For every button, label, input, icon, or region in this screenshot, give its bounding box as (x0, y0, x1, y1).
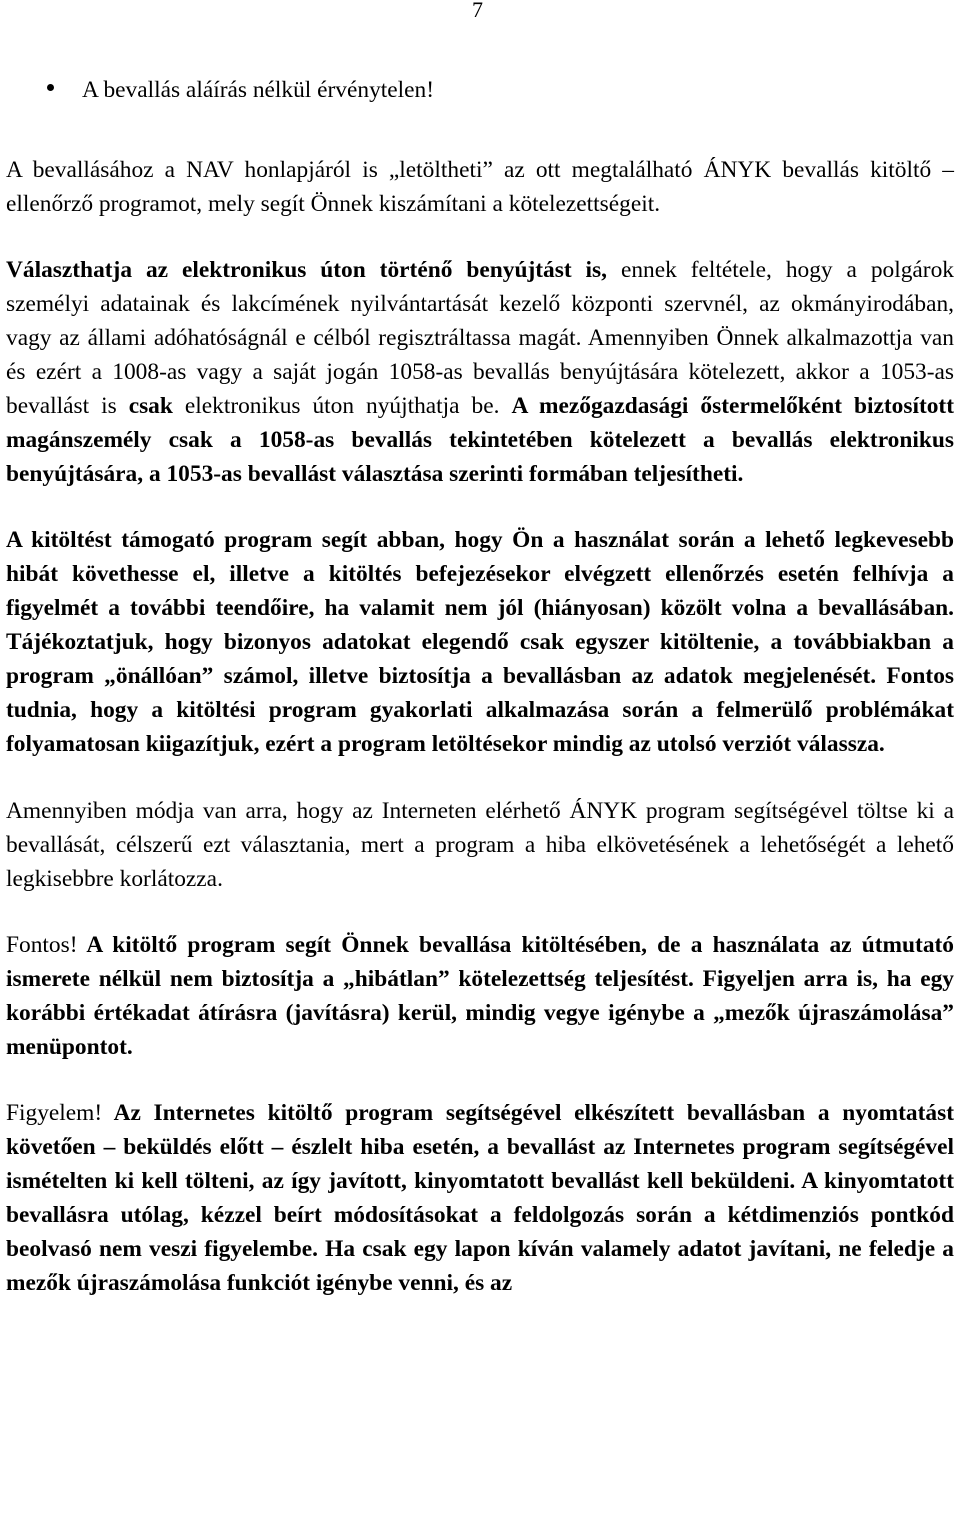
attention-text: Az Internetes kitöltő program segítségével elkészített bevallásban a nyomtatást követően – beküldés előtt – észlelt hiba esetén, a bevallást az Internetes program segítségével ismételten ki kell tölteni, az így javított, kinyomtatott bevallást kell beküldeni. A kinyomtatott bevallásra utólag, kézzel beírt módosításokat a feldolgozás során a kétdimenziós pontkód beolvasó nem veszi figyelembe. Ha csak egy lapon kíván valamely adatot javítani, ne feledje a mezők újraszámolása funkciót igénybe venni, és az (6, 1100, 954, 1296)
electronic-submission-body-2: elektronikus úton nyújthatja be. (172, 393, 512, 419)
important-lead: Fontos! (6, 932, 78, 958)
electronic-submission-lead: Választhatja az elektronikus úton történő benyújtást is, (6, 257, 608, 283)
bullet-icon (47, 84, 54, 91)
paragraph-program-support (6, 523, 954, 761)
paragraph-internet-anyk: Amennyiben módja van arra, hogy az Interneten elérhető ÁNYK program segítségével töltse ki a bevallását, célszerű ezt választania, mert a program a hiba elkövetésének a lehetőségét a lehető legkisebbre korlátozza. (6, 798, 954, 892)
paragraph-electronic-submission (6, 253, 954, 491)
electronic-submission-only: csak (128, 393, 173, 419)
important-text: A kitöltő program segít Önnek bevallása kitöltésében, de a használata az útmutató ismerete nélkül nem biztosítja a „hibátlan” kötelezettség teljesítést. Figyeljen arra is, ha egy korábbi értékadat átírásra (javításra) kerül, mindig vegye igénybe a „mezők újraszámolása” menüpontot. (6, 932, 954, 1060)
attention-lead: Figyelem! (6, 1100, 103, 1126)
electronic-submission-body: ennek feltétele, hogy a polgárok személyi adatainak és lakcímének nyilvántartását kezelő központi szervnél, az okmányirodában, vagy az állami adóhatóságnál e célból regisztráltassa magát. Amennyiben Önnek alkalmazottja van és ezért a 1008-as vagy a saját jogán 1058-as bevallás benyújtására kötelezett, akkor a 1053-as bevallást is (6, 257, 954, 419)
agricultural-producer-note: A mezőgazdasági őstermelőként biztosított magánszemély csak a 1058-as bevallás tekintetében kötelezett a bevallás elektronikus benyújtására, a 1053-as bevallást választása szerinti formában teljesítheti. (6, 393, 955, 487)
program-support-text: A kitöltést támogató program segít abban, hogy Ön a használat során a lehető legkevesebb hibát követhesse el, illetve a kitöltés befejezésekor elvégzett ellenőrzés esetén felhívja a figyelmét a további teendőire, ha valamit nem jól (hiányosan) közölt volna a bevallásában. Tájékoztatjuk, hogy bizonyos adatokat elegendő csak egyszer kitöltenie, a továbbiakban a program „önállóan” számol, illetve biztosítja a bevallásban az adatok megjelenését. Fontos tudnia, hogy a kitöltési program gyakorlati alkalmazása során a felmerülő problémákat folyamatosan kiigazítjuk, ezért a program letöltésekor mindig az utolsó verziót válassza. (6, 527, 954, 757)
paragraph-nav-download: A bevallásához a NAV honlapjáról is „letöltheti” az ott megtalálható ÁNYK bevallás kitöltő – ellenőrző programot, mely segít Önnek kiszámítani a kötelezettségeit. (6, 157, 954, 217)
bullet-text: A bevallás aláírás nélkül érvénytelen! (82, 77, 435, 103)
bullet-item (6, 73, 954, 107)
paragraph-attention (6, 1096, 954, 1300)
document-body (6, 73, 954, 1332)
page-number: 7 (472, 0, 483, 22)
paragraph-important (6, 928, 954, 1064)
